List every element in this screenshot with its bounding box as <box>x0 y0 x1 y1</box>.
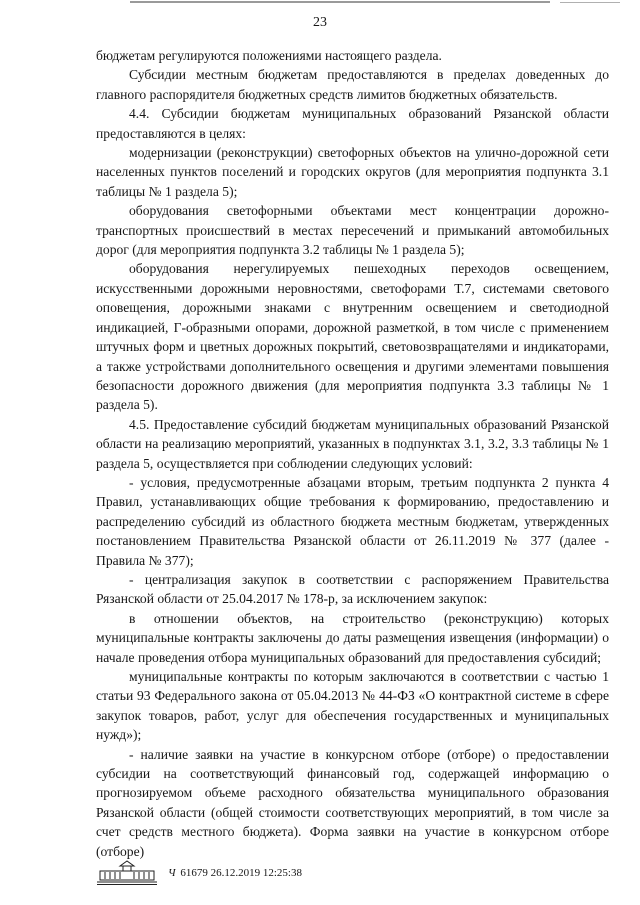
document-body <box>96 46 609 861</box>
paragraph-condition-application: - наличие заявки на участие в конкурсном отборе (отборе) о предоставлении субсидии на соответствующий финансовый год, содержащей информацию о прогнозируемом объеме расходного обязательства муниципального образования Рязанской области (общей стоимости соответствующих мероприятий, в том числе за счет средств местного бюджета). Форма заявки на участие в конкурсном отборе (отборе) <box>96 746 609 859</box>
document-footer <box>96 860 416 888</box>
paragraph-4-4: 4.4. Субсидии бюджетам муниципальных образований Рязанской области предоставляются в целях: <box>96 106 609 141</box>
paragraph-subsidies-limits: Субсидии местным бюджетам предоставляются в пределах доведенных до главного распорядителя бюджетных средств лимитов бюджетных обязательств. <box>96 67 609 102</box>
paragraph-condition-rules: - условия, предусмотренные абзацами вторым, третьим подпункта 2 пункта 4 Правил, устанавливающих общие требования к формированию, предоставлению и распределению субсидий из областного бюджета местным бюджетам, утвержденных постановлением Правительства Рязанской области от 26.11.2019 № 377 (далее - Правила № 377); <box>96 474 609 568</box>
paragraph-condition-procurement: - централизация закупок в соответствии с распоряжением Правительства Рязанской области от 25.04.2017 № 178-р, за исключением закупок: <box>96 571 609 607</box>
paragraph-goal-crossings: оборудования нерегулируемых пешеходных переходов освещением, искусственными дорожными неровностями, светофорами Т.7, системами светового оповещения, дорожными знаками с внутренним освещением и светодиодной индикацией, Г-образными опорами, дорожной разметкой, в том числе с применением штучных форм и цветных дорожных покрытий, световозвращателями и индикаторами, а также устройствами дополнительного освещения и другими элементами повышения безопасности дорожного движения (для мероприятия подпункта 3.3 таблицы № 1 раздела 5). <box>96 261 609 413</box>
government-building-icon <box>96 860 158 886</box>
stamp-mark: Ч <box>168 867 176 879</box>
paragraph-4-5: 4.5. Предоставление субсидий бюджетам муниципальных образований Рязанской области на реализацию мероприятий, указанных в подпунктах 3.1, 3.2, 3.3 таблицы № 1 раздела 5, осуществляется при соблюдении следующих условий: <box>96 416 609 471</box>
stamp-timestamp: 26.12.2019 12:25:38 <box>210 867 302 879</box>
paragraph-goal-traffic-lights: оборудования светофорными объектами мест концентрации дорожно-транспортных происшествий в местах пересечений и примыканий автомобильных дорог (для мероприятия подпункта 3.2 таблицы № 1 раздела 5); <box>96 203 609 258</box>
paragraph-continuation: бюджетам регулируются положениями настоящего раздела. <box>96 48 442 63</box>
paragraph-exception-objects: в отношении объектов, на строительство (реконструкцию) которых муниципальные контракты заключены до даты размещения извещения (информации) о начале проведения отбора муниципальных образований для предоставления субсидий; <box>96 610 609 665</box>
registration-stamp <box>168 867 302 880</box>
paragraph-goal-modernization: модернизации (реконструкции) светофорных объектов на улично-дорожной сети населенных пунктов поселений и городских округов (для мероприятия подпункта 3.1 таблицы № 1 раздела 5); <box>96 145 609 199</box>
paragraph-exception-contracts: муниципальные контракты по которым заключаются в соответствии с частью 1 статьи 93 Федерального закона от 05.04.2013 № 44-ФЗ «О контрактной системе в сфере закупок товаров, работ, услуг для обеспечения государственных и муниципальных нужд»); <box>96 669 609 743</box>
page-number: 23 <box>313 15 327 30</box>
stamp-number: 61679 <box>180 867 208 879</box>
scan-top-edge <box>0 0 640 5</box>
